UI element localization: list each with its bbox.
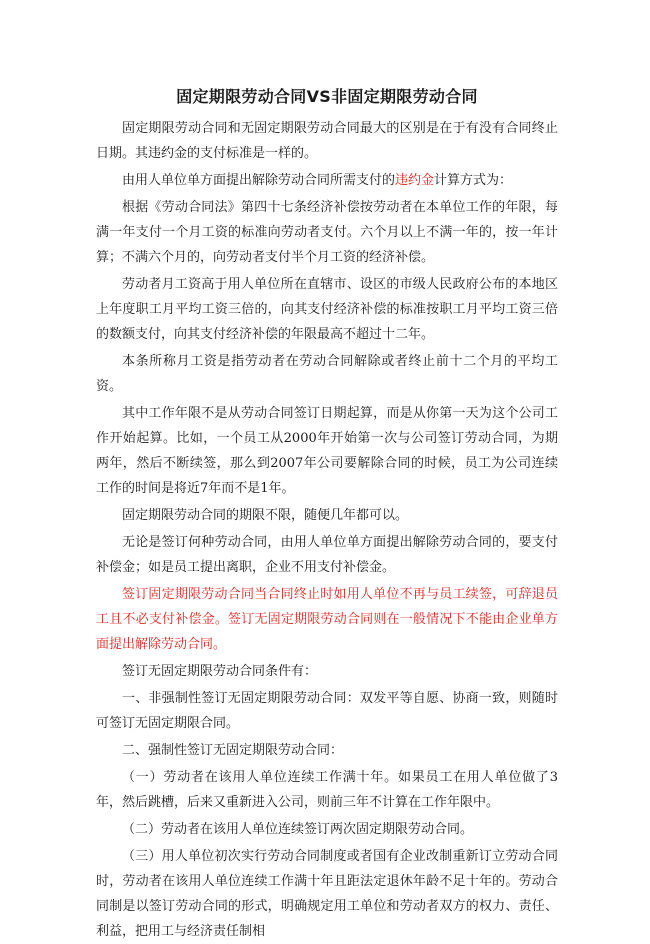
paragraph-clause-1: （一）劳动者在该用人单位连续工作满十年。如果员工在用人单位做了3年，然后跳槽，后来又重新进入公司，则前三年不计算在工作年限中。 [96, 770, 558, 810]
paragraph-compensation: 无论是签订何种劳动合同，由用人单位单方面提出解除劳动合同的，要支付补偿金；如是员工提出离职，企业不用支付补偿金。 [96, 535, 558, 575]
paragraph-condition-mandatory: 二、强制性签订无固定期限劳动合同： [122, 743, 344, 758]
paragraph-high-salary: 劳动者月工资高于用人单位所在直辖市、设区的市级人民政府公布的本地区上年度职工月平均工资三倍的，向其支付经济补偿的标准按职工月平均工资三倍的数额支付，向其支付经济补偿的年限最高不超过十二年。 [96, 277, 558, 342]
penalty-formula-text-after: 计算方式为： [434, 173, 513, 188]
paragraph-penalty-formula [96, 168, 558, 193]
document-body [96, 116, 558, 944]
paragraph-condition-voluntary: 一、非强制性签订无固定期限劳动合同：双发平等自愿、协商一致，则随时可签订无固定期限合同。 [96, 691, 558, 731]
penalty-link[interactable]: 违约金 [395, 173, 435, 188]
paragraph-highlight: 签订固定期限劳动合同当合同终止时如用人单位不再与员工续签，可辞退员工且不必支付补偿金。签订无固定期限劳动合同则在一般情况下不能由企业单方面提出解除劳动合同。 [96, 587, 558, 652]
paragraph-intro: 固定期限劳动合同和无固定期限劳动合同最大的区别是在于有没有合同终止日期。其违约金的支付标准是一样的。 [96, 121, 558, 161]
paragraph-article-47: 根据《劳动合同法》第四十七条经济补偿按劳动者在本单位工作的年限，每满一年支付一个月工资的标准向劳动者支付。六个月以上不满一年的，按一年计算；不满六个月的，向劳动者支付半个月工资的经济补偿。 [96, 200, 558, 265]
paragraph-monthly-wage: 本条所称月工资是指劳动者在劳动合同解除或者终止前十二个月的平均工资。 [96, 354, 558, 394]
penalty-formula-text-before: 由用人单位单方面提出解除劳动合同所需支付的 [122, 173, 396, 188]
paragraph-working-years: 其中工作年限不是从劳动合同签订日期起算，而是从你第一天为这个公司工作开始起算。比如，一个员工从2000年开始第一次与公司签订劳动合同，为期两年，然后不断续签，那么到2007年公司要解除合同的时候，员工为公司连续工作的时间是将近7年而不是1年。 [96, 406, 558, 496]
paragraph-fixed-term: 固定期限劳动合同的期限不限，随便几年都可以。 [122, 508, 409, 523]
paragraph-conditions-heading: 签订无固定期限劳动合同条件有： [122, 664, 318, 679]
document-title: 固定期限劳动合同VS非固定期限劳动合同 [176, 87, 478, 106]
paragraph-clause-3: （三）用人单位初次实行劳动合同制度或者国有企业改制重新订立劳动合同时，劳动者在该用人单位连续工作满十年且距法定退休年龄不足十年的。劳动合同制是以签订劳动合同的形式，明确规定用工单位和劳动者双方的权力、责任、利益，把用工与经济责任制相 [96, 849, 558, 939]
paragraph-clause-2: （二）劳动者在该用人单位连续签订两次固定期限劳动合同。 [122, 822, 474, 837]
